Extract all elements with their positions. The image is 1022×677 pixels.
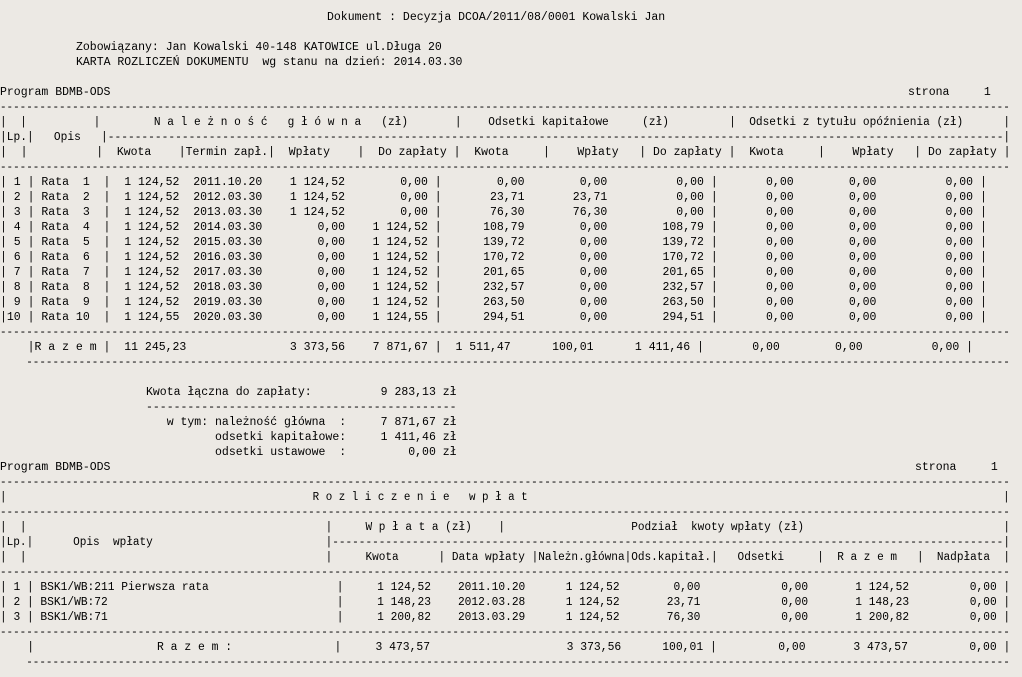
sum-line: Kwota łączna do zapłaty: 9 283,13 zł [146,386,457,399]
document-title: Dokument : Decyzja DCOA/2011/08/0001 Kowalski Jan [327,11,666,24]
s1-line: ---------------------------------------------------------------------------------------------------------------------------------------------------------- [0,326,1010,339]
s2-line: ------------------------------------------------------------------------------------------------------------------------------------------------------ [0,656,1010,669]
s1-line: | | | N a l e ż n o ś ć g ł ó w n a (zł) | Odsetki kapitałowe (zł) | Odsetki z tytułu opóźnienia (zł) | [0,116,1011,129]
sum-line: odsetki kapitałowe: 1 411,46 zł [146,431,457,444]
s1-line: | 8 | Rata 8 | 1 124,52 2018.03.30 0,00 1 124,52 | 232,57 0,00 232,57 | 0,00 0,00 0,00 | [0,281,987,294]
s1-line: | 2 | Rata 2 | 1 124,52 2012.03.30 1 124,52 0,00 | 23,71 23,71 0,00 | 0,00 0,00 0,00 | [0,191,987,204]
s1-line: |R a z e m | 11 245,23 3 373,56 7 871,67 | 1 511,47 100,01 1 411,46 | 0,00 0,00 0,00 | [0,341,974,354]
s1-line: | 4 | Rata 4 | 1 124,52 2014.03.30 0,00 1 124,52 | 108,79 0,00 108,79 | 0,00 0,00 0,00 | [0,221,987,234]
sum-line: w tym: należność główna : 7 871,67 zł [146,416,457,429]
s1-line: | 6 | Rata 6 | 1 124,52 2016.03.30 0,00 1 124,52 | 170,72 0,00 170,72 | 0,00 0,00 0,00 | [0,251,987,264]
s1-line: | 1 | Rata 1 | 1 124,52 2011.10.20 1 124,52 0,00 | 0,00 0,00 0,00 | 0,00 0,00 0,00 | [0,176,987,189]
sum-line: --------------------------------------------- [146,401,457,414]
section2-page-label: strona 1 [915,461,998,474]
s2-line: ---------------------------------------------------------------------------------------------------------------------------------------------------------- [0,476,1010,489]
section2-program-label: Program BDMB-ODS [0,461,111,474]
section1-program-label: Program BDMB-ODS [0,86,111,99]
card-line: KARTA ROZLICZEŃ DOKUMENTU wg stanu na dzień: 2014.03.30 [76,56,463,69]
s2-line: | | | Kwota | Data wpłaty |Należn.główna|Ods.kapitał.| Odsetki | R a z e m | Nadpłata | [0,551,1010,564]
s2-line: | R a z e m : | 3 473,57 3 373,56 100,01 | 0,00 3 473,57 0,00 | [0,641,1011,654]
s1-line: | 9 | Rata 9 | 1 124,52 2019.03.30 0,00 1 124,52 | 263,50 0,00 263,50 | 0,00 0,00 0,00 | [0,296,987,309]
s1-line: | 7 | Rata 7 | 1 124,52 2017.03.30 0,00 1 124,52 | 201,65 0,00 201,65 | 0,00 0,00 0,00 | [0,266,987,279]
s1-line: | | | Kwota |Termin zapł.| Wpłaty | Do zapłaty | Kwota | Wpłaty | Do zapłaty | Kwota | Wpłaty | Do zapłaty | [0,146,1011,159]
s2-line: ---------------------------------------------------------------------------------------------------------------------------------------------------------- [0,626,1010,639]
s1-line: |Lp.| Opis |-------------------------------------------------------------------------------------------------------------------------------------| [0,131,1011,144]
section1-page-label: strona 1 [908,86,991,99]
obligor-line: Zobowiązany: Jan Kowalski 40-148 KATOWICE ul.Długa 20 [76,41,442,54]
s2-line: ---------------------------------------------------------------------------------------------------------------------------------------------------------- [0,566,1010,579]
s2-line: ---------------------------------------------------------------------------------------------------------------------------------------------------------- [0,506,1010,519]
s2-line: | 2 | BSK1/WB:72 | 1 148,23 2012.03.28 1 124,52 23,71 0,00 1 148,23 0,00 | [0,596,1011,609]
s1-line: | 3 | Rata 3 | 1 124,52 2013.03.30 1 124,52 0,00 | 76,30 76,30 0,00 | 0,00 0,00 0,00 | [0,206,987,219]
sum-line: odsetki ustawowe : 0,00 zł [146,446,457,459]
s1-line: ------------------------------------------------------------------------------------------------------------------------------------------------------ [0,356,1010,369]
s2-line: | 3 | BSK1/WB:71 | 1 200,82 2013.03.29 1 124,52 76,30 0,00 1 200,82 0,00 | [0,611,1011,624]
s1-line: |10 | Rata 10 | 1 124,55 2020.03.30 0,00 1 124,55 | 294,51 0,00 294,51 | 0,00 0,00 0,00 | [0,311,987,324]
s2-line: | R o z l i c z e n i e w p ł a t | [0,491,1010,504]
s1-line: ---------------------------------------------------------------------------------------------------------------------------------------------------------- [0,101,1010,114]
s1-line: | 5 | Rata 5 | 1 124,52 2015.03.30 0,00 1 124,52 | 139,72 0,00 139,72 | 0,00 0,00 0,00 | [0,236,987,249]
s2-line: | | | W p ł a t a (zł) | Podział kwoty wpłaty (zł) | [0,521,1010,534]
s1-line: ---------------------------------------------------------------------------------------------------------------------------------------------------------- [0,161,1010,174]
s2-line: |Lp.| Opis wpłaty |-----------------------------------------------------------------------------------------------------| [0,536,1010,549]
s2-line: | 1 | BSK1/WB:211 Pierwsza rata | 1 124,52 2011.10.20 1 124,52 0,00 0,00 1 124,52 0,00 | [0,581,1011,594]
